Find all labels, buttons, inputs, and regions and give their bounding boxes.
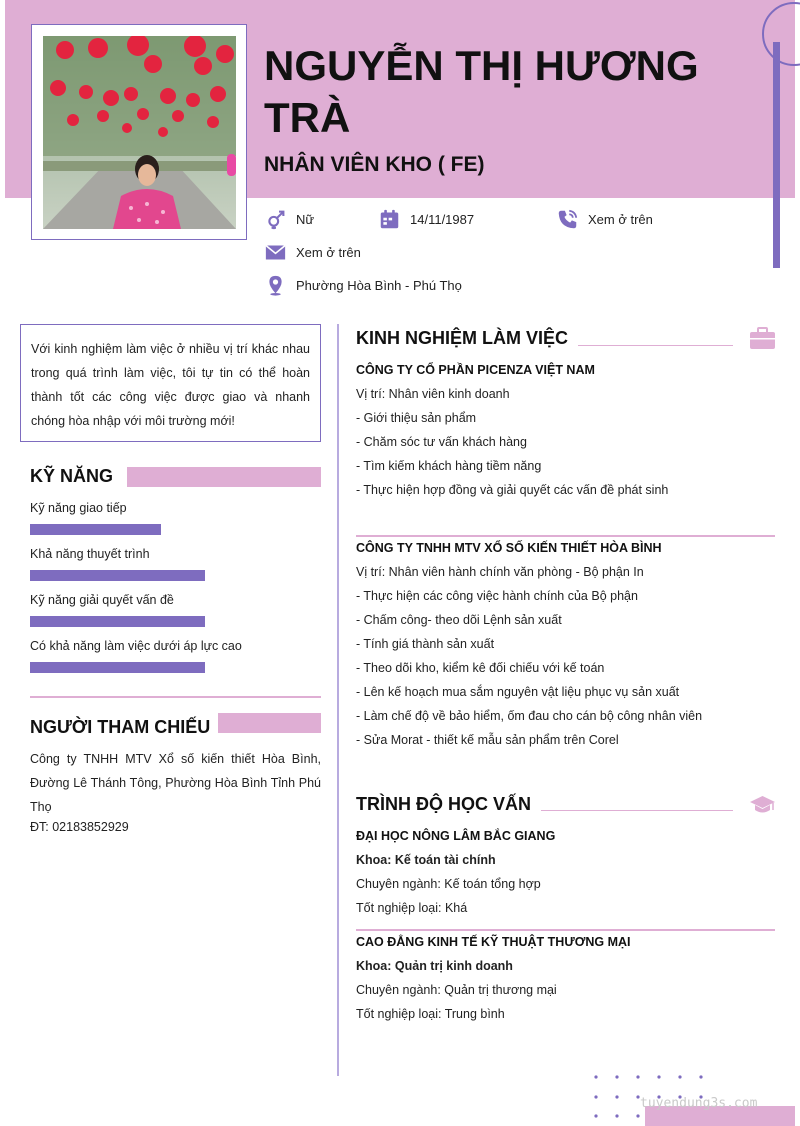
watermark: tuyendung3s.com bbox=[640, 1096, 758, 1111]
education-divider bbox=[356, 929, 775, 931]
address-value: Phường Hòa Bình - Phú Thọ bbox=[296, 278, 462, 293]
skill-bar bbox=[30, 570, 205, 581]
briefcase-icon bbox=[749, 327, 776, 350]
school-name: CAO ĐẲNG KINH TẾ KỸ THUẬT THƯƠNG MẠI bbox=[356, 935, 631, 949]
profile-photo bbox=[43, 36, 236, 229]
email-value: Xem ở trên bbox=[296, 245, 361, 260]
reference-phone: ĐT: 02183852929 bbox=[30, 820, 129, 834]
job-detail: - Tính giá thành sản xuất bbox=[356, 637, 495, 651]
company-name: CÔNG TY CỔ PHẦN PICENZA VIỆT NAM bbox=[356, 363, 595, 377]
job-title: NHÂN VIÊN KHO ( FE) bbox=[264, 153, 485, 176]
experience-title: KINH NGHIỆM LÀM VIỆC bbox=[356, 328, 569, 348]
decorative-vertical-bar bbox=[773, 42, 780, 268]
gender-value: Nữ bbox=[296, 212, 315, 227]
skill-bar bbox=[30, 616, 205, 627]
phone-icon bbox=[557, 209, 578, 230]
calendar-icon bbox=[379, 209, 400, 230]
school-name: ĐẠI HỌC NÔNG LÂM BẮC GIANG bbox=[356, 829, 556, 843]
experience-title-rule bbox=[578, 345, 733, 346]
school-faculty: Khoa: Quản trị kinh doanh bbox=[356, 959, 513, 973]
email-icon bbox=[265, 242, 286, 263]
phone-info bbox=[557, 209, 653, 230]
phone-value: Xem ở trên bbox=[588, 212, 653, 227]
gender-icon bbox=[265, 209, 286, 230]
dob-info bbox=[379, 209, 474, 230]
education-title: TRÌNH ĐỘ HỌC VẤN bbox=[356, 794, 531, 814]
job-detail: - Chấm công- theo dõi Lệnh sản xuất bbox=[356, 613, 562, 627]
job-detail: - Làm chế độ về bảo hiểm, ốm đau cho cán bộ công nhân viên bbox=[356, 709, 703, 723]
reference-address: Công ty TNHH MTV Xổ số kiến thiết Hòa Bình, Đường Lê Thánh Tông, Phường Hòa Bình Tỉnh Phú Thọ bbox=[30, 752, 321, 814]
skills-title: KỸ NĂNG bbox=[30, 466, 114, 486]
school-major: Chuyên ngành: Quản trị thương mại bbox=[356, 983, 557, 997]
job-detail: - Thực hiện hợp đồng và giải quyết các vấn đề phát sinh bbox=[356, 483, 669, 497]
experience-divider bbox=[356, 535, 775, 537]
graduation-cap-icon bbox=[749, 794, 776, 816]
skill-bar bbox=[30, 524, 161, 535]
job-detail: - Chăm sóc tư vấn khách hàng bbox=[356, 435, 527, 449]
job-detail: - Tìm kiếm khách hàng tiềm năng bbox=[356, 459, 542, 473]
job-detail: - Lên kế hoạch mua sắm nguyên vật liệu phục vụ sản xuất bbox=[356, 685, 680, 699]
job-detail: - Giới thiệu sản phẩm bbox=[356, 411, 477, 425]
job-detail: - Sửa Morat - thiết kế mẫu sản phẩm trên Corel bbox=[356, 733, 619, 747]
dob-value: 14/11/1987 bbox=[410, 212, 475, 227]
email-info bbox=[265, 242, 361, 263]
skill-label: Có khả năng làm việc dưới áp lực cao bbox=[30, 639, 242, 653]
location-icon bbox=[265, 275, 286, 296]
skill-label: Kỹ năng giải quyết vấn đề bbox=[30, 593, 174, 607]
skill-label: Kỹ năng giao tiếp bbox=[30, 501, 127, 515]
gender-info bbox=[265, 209, 314, 230]
references-title-accent bbox=[218, 713, 321, 733]
candidate-name: NGUYỄN THỊ HƯƠNG TRÀ bbox=[264, 42, 699, 141]
skill-label: Khả năng thuyết trình bbox=[30, 547, 150, 561]
skill-bar bbox=[30, 662, 205, 673]
skills-title-accent bbox=[127, 467, 321, 487]
address-info bbox=[265, 275, 462, 296]
company-name: CÔNG TY TNHH MTV XỔ SỐ KIẾN THIẾT HÒA BÌNH bbox=[356, 541, 662, 555]
left-divider bbox=[30, 696, 321, 698]
school-grade: Tốt nghiệp loại: Trung bình bbox=[356, 1007, 505, 1021]
school-grade: Tốt nghiệp loại: Khá bbox=[356, 901, 468, 915]
job-detail: - Thực hiện các công việc hành chính của Bộ phận bbox=[356, 589, 638, 603]
job-detail: - Theo dõi kho, kiểm kê đối chiếu với kế toán bbox=[356, 661, 605, 675]
school-major: Chuyên ngành: Kế toán tổng hợp bbox=[356, 877, 541, 891]
school-faculty: Khoa: Kế toán tài chính bbox=[356, 853, 496, 867]
references-title: NGƯỜI THAM CHIẾU bbox=[30, 717, 211, 737]
job-detail: Vị trí: Nhân viên kinh doanh bbox=[356, 387, 510, 401]
career-summary: Với kinh nghiệm làm việc ở nhiều vị trí khác nhau trong quá trình làm việc, tôi tự tin có thể hoàn thành tốt các công việc được giao và nhanh chóng hòa nhập với môi trường mới! bbox=[20, 324, 321, 442]
job-detail: Vị trí: Nhân viên hành chính văn phòng - Bộ phận In bbox=[356, 565, 644, 579]
column-divider bbox=[337, 324, 339, 1076]
education-title-rule bbox=[541, 810, 733, 811]
